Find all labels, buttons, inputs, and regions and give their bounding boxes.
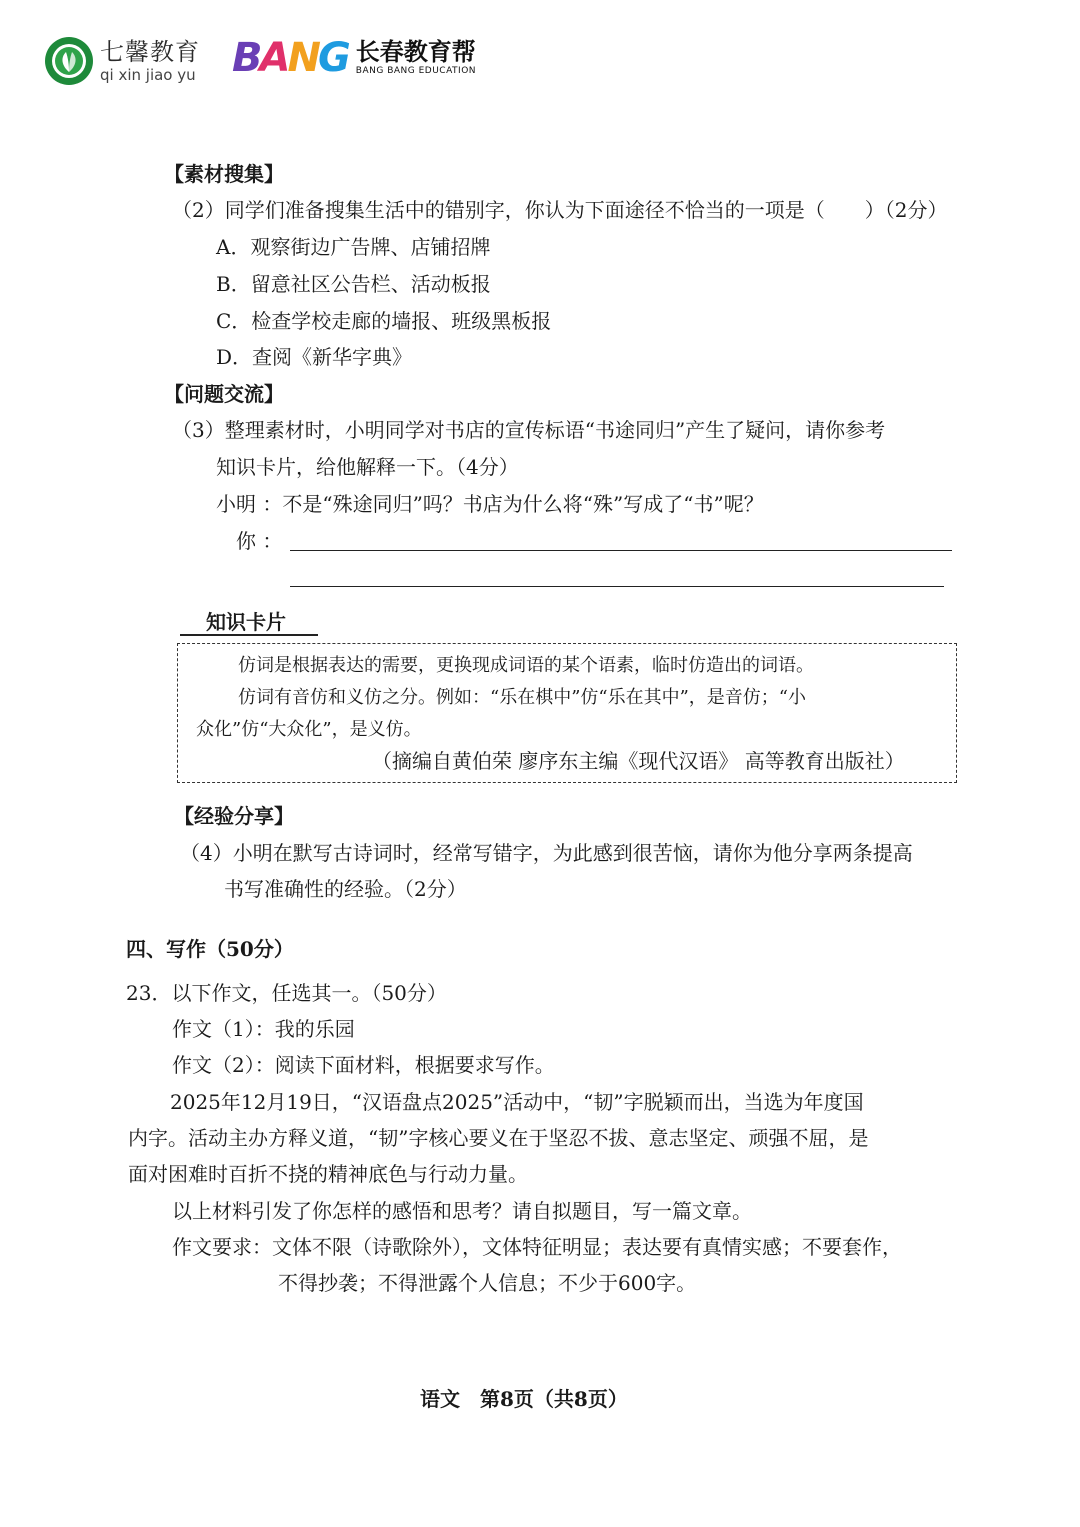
card-source: （摘编自黄伯荣 廖序东主编《现代汉语》 高等教育出版社） xyxy=(372,749,905,773)
you-label: 你 ： xyxy=(236,529,283,553)
option-c: C．检查学校走廊的墙报、班级黑板报 xyxy=(216,309,552,333)
page-footer: 语文 第8页（共8页） xyxy=(420,1387,628,1411)
question-3-line1: （3）整理素材时，小明同学对书店的宣传标语“书途同归”产生了疑问，请你参考 xyxy=(172,418,886,442)
writing-heading: 四、写作（50分） xyxy=(126,937,294,961)
answer-line-1[interactable] xyxy=(290,550,952,551)
option-d: D．查阅《新华字典》 xyxy=(216,345,413,369)
logo1-pinyin: qi xin jiao yu xyxy=(100,65,196,84)
writing-requirement-line1: 作文要求：文体不限（诗歌除外），文体特征明显；表达要有真情实感；不要套作， xyxy=(172,1235,902,1259)
material-heading: 【素材搜集】 xyxy=(164,162,284,186)
essay-option-2: 作文（2）：阅读下面材料，根据要求写作。 xyxy=(172,1053,555,1077)
leaf-logo-icon xyxy=(44,36,94,86)
qixin-logo xyxy=(44,36,200,86)
question-2: （2）同学们准备搜集生活中的错别字，你认为下面途径不恰当的一项是（ ）（2分） xyxy=(172,198,948,222)
card-line-2: 仿词有音仿和义仿之分。例如：“乐在棋中”仿“乐在其中”，是音仿；“小 xyxy=(238,687,807,708)
essay-option-1: 作文（1）：我的乐园 xyxy=(172,1017,355,1041)
bang-logo xyxy=(232,35,477,81)
logo1-chinese: 七馨教育 xyxy=(100,37,200,66)
card-title-underline xyxy=(180,634,318,636)
question-4-line2: 书写准确性的经验。（2分） xyxy=(224,877,467,901)
card-line-1: 仿词是根据表达的需要，更换现成词语的某个语素，临时仿造出的词语。 xyxy=(238,655,814,676)
bang-wordmark: BANG xyxy=(232,35,348,81)
material-line-2: 内字。活动主办方释义道，“韧”字核心要义在于坚忍不拔、意志坚定、顽强不屈，是 xyxy=(128,1126,869,1150)
logo2-english: BANG BANG EDUCATION xyxy=(355,66,477,76)
option-a: A．观察街边广告牌、店铺招牌 xyxy=(216,235,491,259)
card-line-3: 众化”仿“大众化”，是义仿。 xyxy=(196,719,422,740)
xiaoming-dialog: 小明 ：不是“殊途同归”吗？书店为什么将“殊”写成了“书”呢？ xyxy=(216,492,764,516)
exchange-heading: 【问题交流】 xyxy=(164,382,284,406)
question-4-line1: （4）小明在默写古诗词时，经常写错字，为此感到很苦恼，请你为他分享两条提高 xyxy=(180,841,913,865)
question-3-line2: 知识卡片，给他解释一下。（4分） xyxy=(216,455,519,479)
question-23: 23．以下作文，任选其一。（50分） xyxy=(126,981,447,1005)
material-line-1: 2025年12月19日，“汉语盘点2025”活动中，“韧”字脱颖而出，当选为年度国 xyxy=(170,1090,864,1114)
material-line-3: 面对困难时百折不挠的精神底色与行动力量。 xyxy=(128,1162,528,1186)
answer-line-2[interactable] xyxy=(290,586,944,587)
logo2-chinese: 长春教育帮 xyxy=(355,38,476,66)
knowledge-card-title: 知识卡片 xyxy=(206,610,286,634)
option-b: B．留意社区公告栏、活动板报 xyxy=(216,272,491,296)
experience-heading: 【经验分享】 xyxy=(174,804,294,828)
writing-prompt: 以上材料引发了你怎样的感悟和思考？请自拟题目，写一篇文章。 xyxy=(172,1199,752,1223)
writing-requirement-line2: 不得抄袭；不得泄露个人信息；不少于600字。 xyxy=(278,1271,697,1295)
